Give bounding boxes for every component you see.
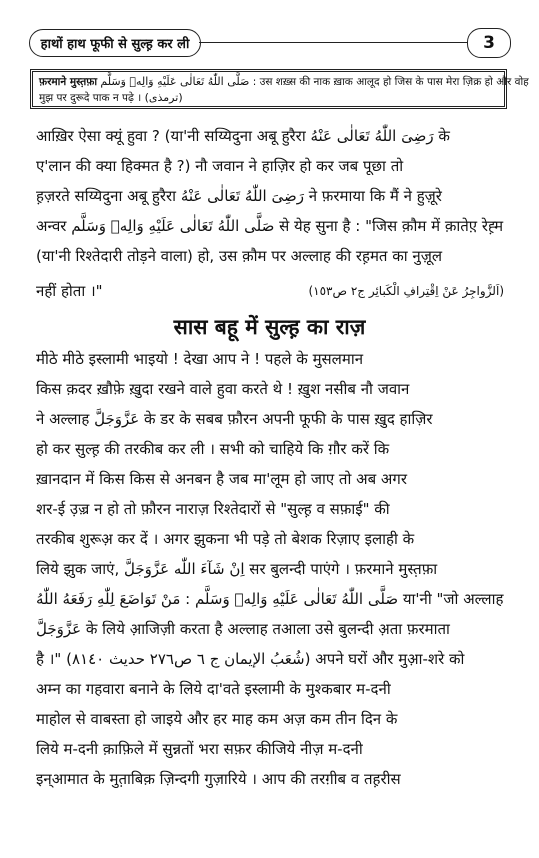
text-line: (या'नी रिश्तेदारी तोड़ने वाला) हो, उस क़ौम पर अल्लाह की रह़मत का नुज़ूल bbox=[36, 247, 443, 265]
text-line: इन्आमात के मुत़ाबिक़ ज़िन्दगी गुज़ारिये । आप की तरग़ीब व तह़रीस bbox=[36, 770, 401, 788]
reference-citation: (اَلزَّواجِرُ عَنْ اِقْتِرافِ الْكَبائِر ج٢ ص١٥٣) bbox=[308, 284, 504, 298]
text-line: हो कर सुल्ह़ की तरकीब कर ली । सभी को चाहिये कि ग़ौर करें कि bbox=[36, 440, 390, 458]
text-line: तरकीब शुरूअ़ कर दें । अगर झुकना भी पड़े तो बेशक रिज़ाए इलाही के bbox=[36, 530, 415, 548]
text-line: अन्वर صَلَّى اللّٰهُ تَعَالٰى عَلَيْهِ وَالِهٖ وَسَلَّم से येह सुना है : "जिस क़ौम में क़ातेए़ रेह़्म bbox=[36, 217, 504, 235]
page-number: 3 bbox=[467, 28, 511, 58]
section-heading: सास बहू में सुल्ह़ का राज़ bbox=[173, 315, 366, 339]
text-line: ने अल्लाह عَزَّوَجَلَّ के डर के सबब फ़ौरन अपनी फूफी के पास ख़ुद हाज़िर bbox=[36, 410, 433, 428]
text-line: लिये म-दनी क़ाफ़िले में सुन्नतों भरा सफ़र कीजिये नीज़ म-दनी bbox=[36, 740, 363, 758]
text-line: عَزَّوَجَلَّ के लिये आ़जिज़ी करता है अल्लाह तआला उसे बुलन्दी अ़ता फ़रमाता bbox=[36, 620, 450, 638]
honorific-text: صَلَّى اللّٰهُ تَعَالٰى عَلَيْهِ وَالِهٖ وَسَلَّم bbox=[100, 75, 250, 88]
text-line: ख़ानदान में किस किस से अनबन है जब मा'लूम हो जाए तो अब अगर bbox=[36, 470, 407, 488]
hadith-text: : उस शख़्स की नाक ख़ाक आलूद हो जिस के पास मेरा ज़िक्र हो और वोह bbox=[252, 76, 529, 88]
hadith-line-2 bbox=[39, 90, 498, 106]
text-line: मीठे मीठे इस्लामी भाइयो ! देखा आप ने ! पहले के मुसलमान bbox=[36, 350, 364, 368]
quote-end: नहीं होता ।" bbox=[36, 282, 103, 300]
text-line: किस क़दर ख़ौफ़े ख़ुदा रखने वाले हुवा करते थे ! ख़ुश नसीब नौ जवान bbox=[36, 380, 410, 398]
text-line: आख़िर ऐसा क्यूं हुवा ? (या'नी सय्यिदुना अबू हुरैरा رَضِىَ اللّٰهُ تَعَالٰى عَنْهُ के bbox=[36, 127, 450, 145]
text-line: माहोल से वाबस्ता हो जाइये और हर माह कम अज़ कम तीन दिन के bbox=[36, 710, 398, 728]
hadith-line-1 bbox=[39, 74, 529, 90]
text-line: अम्न का गहवारा बनाने के लिये दा'वते इस्लामी के मुश्कबार म-दनी bbox=[36, 680, 391, 698]
text-line: है ।" (شُعَبُ الإيمان ج ٦ ص٢٧٦ حديث ٨١٤٠) अपने घरों और मुआ़-शरे को bbox=[36, 650, 465, 668]
hadith-reference: (ترمذی) bbox=[144, 91, 183, 104]
text-line: ए'लान की क्या हिक्मत है ?) नौ जवान ने हाज़िर हो कर जब पूछा तो bbox=[36, 157, 404, 175]
text-line: صَلَّى اللّٰهُ تَعَالٰى عَلَيْهِ وَالِهٖ وَسَلَّم : مَنْ تَوَاضَعَ لِلّٰهِ رَفَعَهُ اللّٰهُ या'नी "जो अल्लाह bbox=[36, 590, 504, 608]
text-line bbox=[36, 276, 504, 306]
hadith-text: मुझ पर दुरूदे पाक न पढ़े । bbox=[39, 92, 142, 104]
header-rule bbox=[199, 42, 467, 43]
hadith-title: फ़रमाने मुस्त़फ़ा bbox=[39, 76, 98, 88]
hadith-box bbox=[30, 69, 529, 109]
text-line: ह़ज़रते सय्यिदुना अबू हुरैरा رَضِىَ اللّٰهُ تَعَالٰى عَنْهُ ने फ़रमाया कि मैं ने हुज़ूरे bbox=[36, 187, 442, 205]
text-line: लिये झुक जाएं, اِنْ شَآءَ اللّٰه عَزَّوَجَلَّ सर बुलन्दी पाएंगे । फ़रमाने मुस्त़फ़ा bbox=[36, 560, 438, 578]
running-title: हाथों हाथ फूफी से सुल्ह़ कर ली bbox=[29, 29, 201, 57]
text-line: शर-ई उ़ज़्र न हो तो फ़ौरन नाराज़ रिश्तेदारों से "सुल्ह़ व सफ़ाई" की bbox=[36, 500, 390, 518]
